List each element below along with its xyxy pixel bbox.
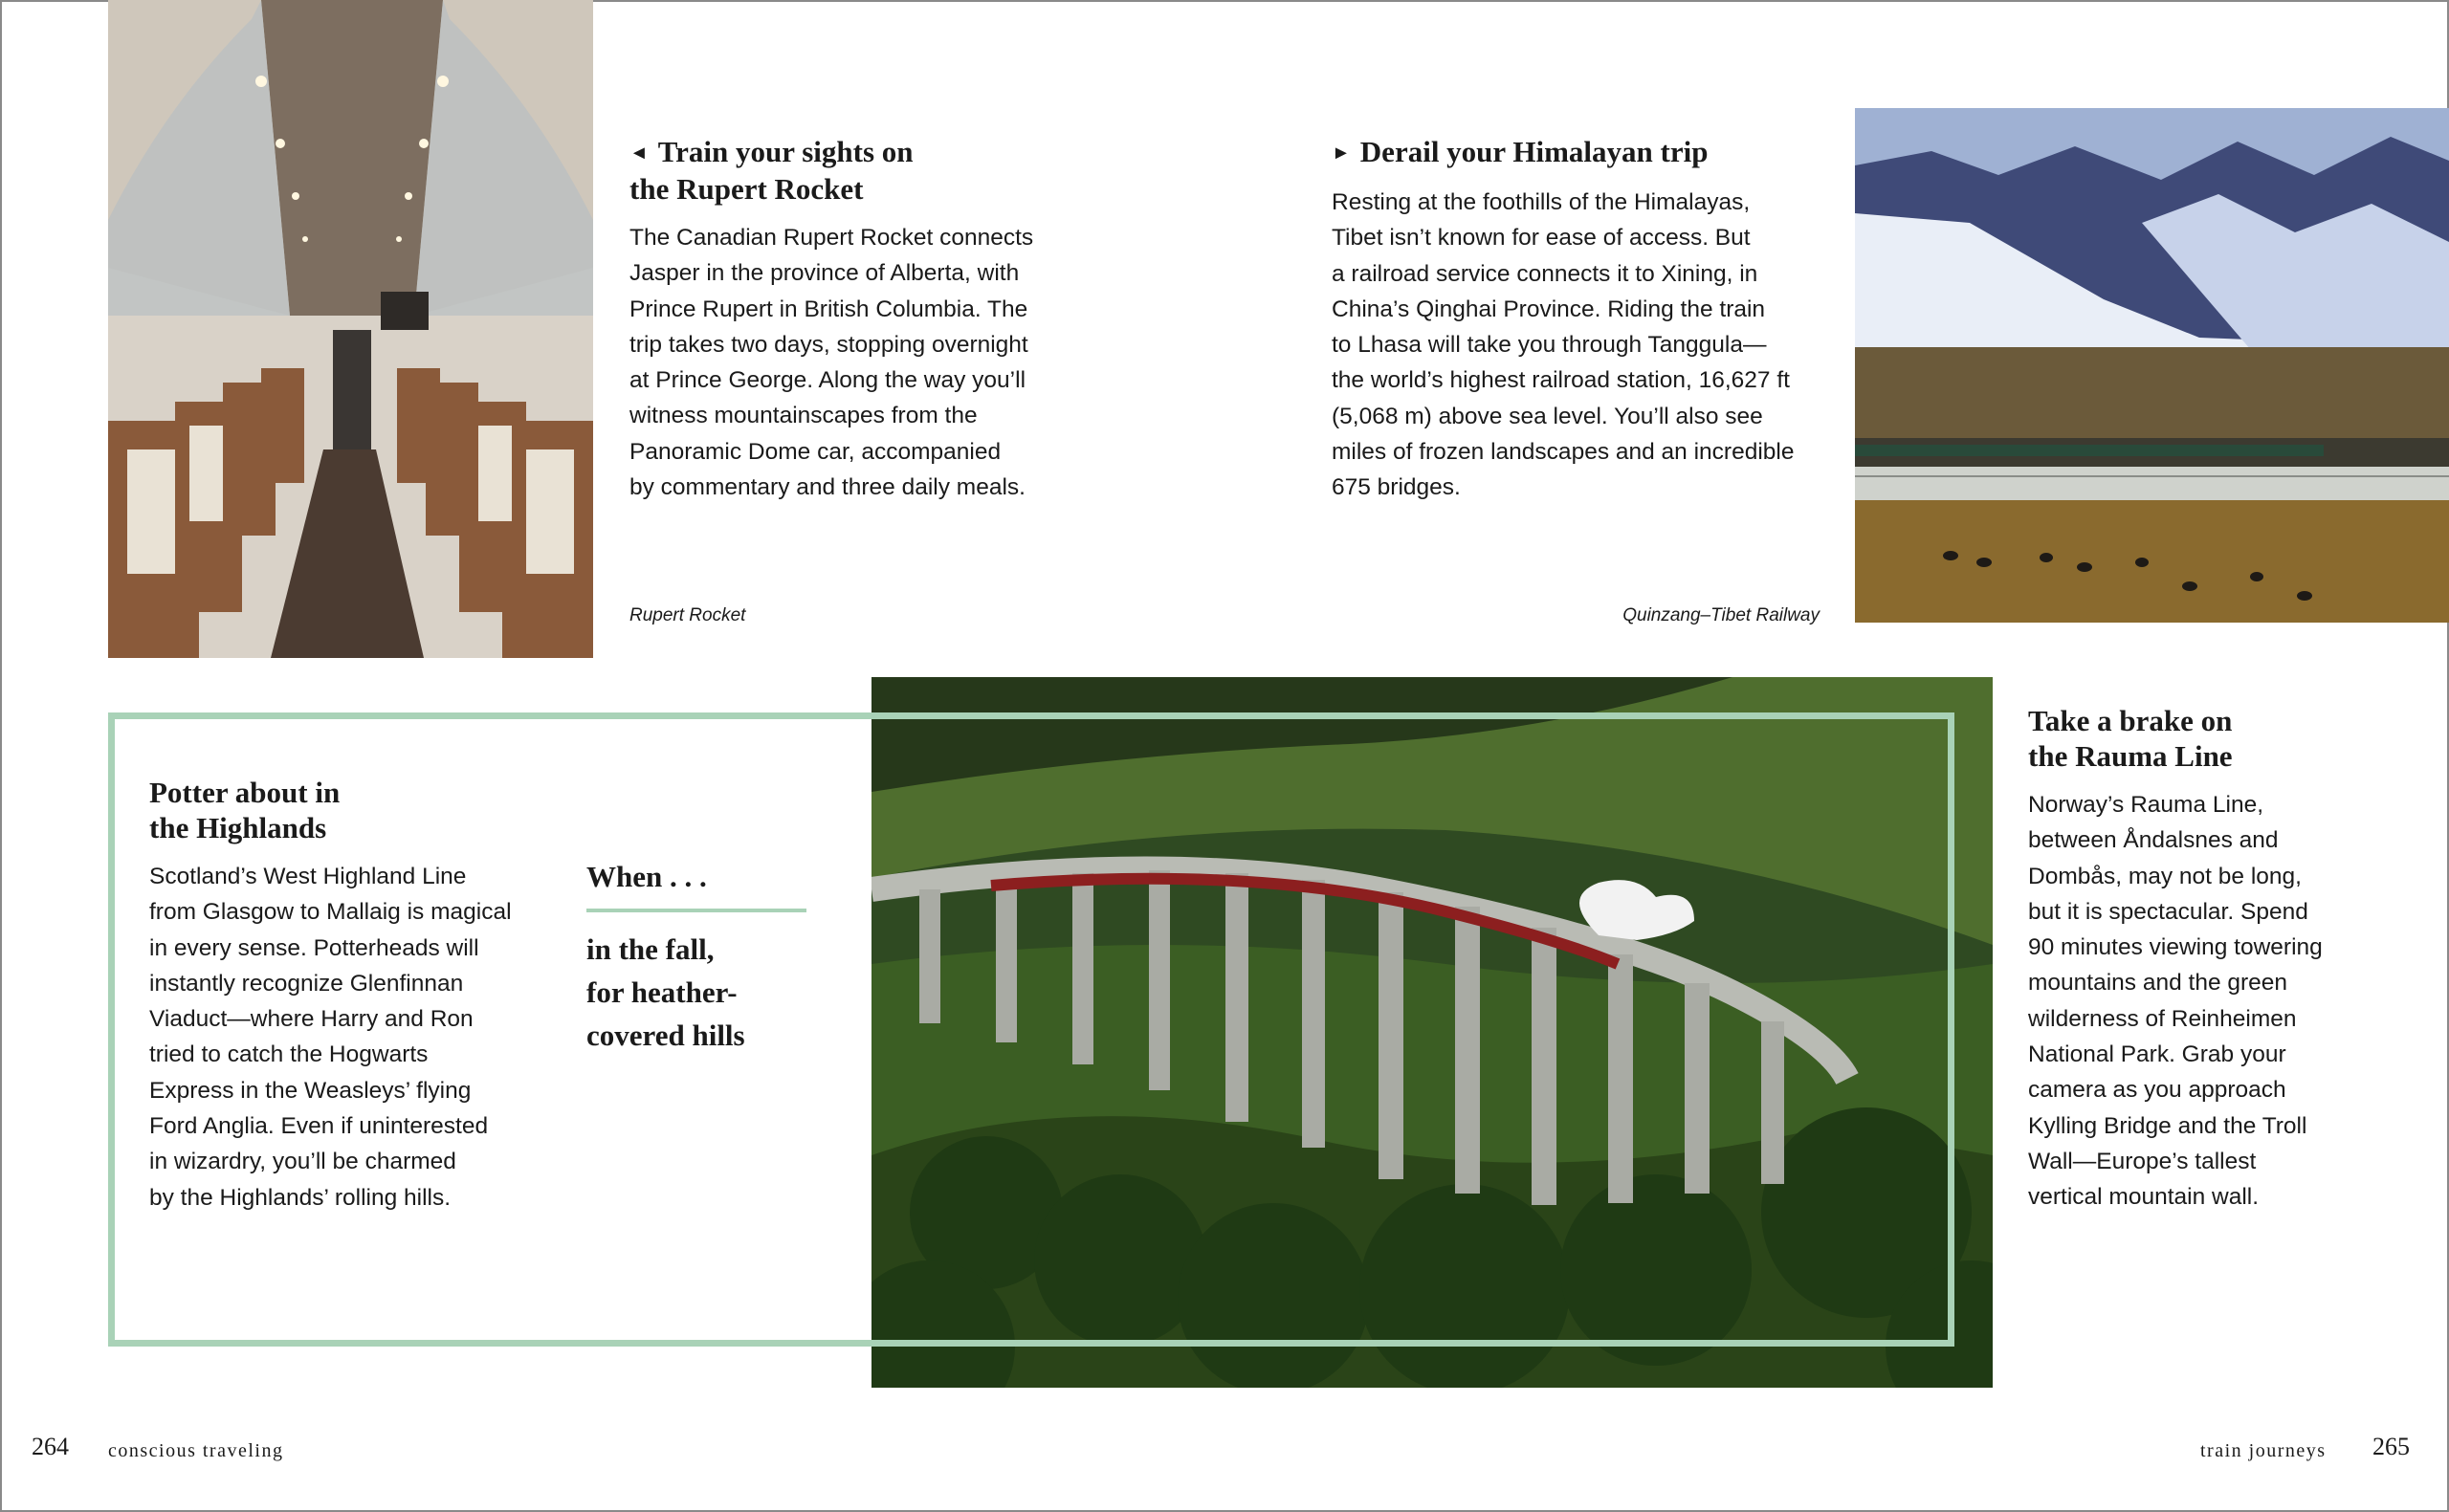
body-line: Express in the Weasleys’ flying [149, 1077, 472, 1104]
body-line: Prince Rupert in British Columbia. The [629, 296, 1028, 322]
page-number-left: 264 [32, 1433, 69, 1460]
rupert-rocket-photo [108, 0, 593, 658]
body-line: wilderness of Reinheimen [2028, 1005, 2297, 1032]
body-line: miles of frozen landscapes and an incredible [1332, 439, 1795, 466]
body-line: from Glasgow to Mallaig is magical [149, 899, 512, 926]
right-pointer-icon: ► [1332, 142, 1351, 164]
page-number-right: 265 [2372, 1433, 2410, 1460]
body-line: Panoramic Dome car, accompanied [629, 438, 1002, 465]
body-line: 90 minutes viewing towering [2028, 934, 2323, 961]
rupert-rocket-section [629, 134, 1079, 505]
rauma-heading-line1: Take a brake on [2028, 704, 2233, 737]
body-line: Dombås, may not be long, [2028, 863, 2302, 889]
body-line: to Lhasa will take you through Tanggula— [1332, 332, 1767, 359]
highlands-heading-line1: Potter about in [149, 776, 341, 809]
body-line: in wizardry, you’ll be charmed [149, 1149, 456, 1175]
body-line: at Prince George. Along the way you’ll [629, 367, 1026, 394]
body-line: Jasper in the province of Alberta, with [629, 260, 1020, 287]
when-line: in the fall, [586, 932, 715, 966]
when-line: for heather- [586, 975, 738, 1009]
body-line: a railroad service connects it to Xining, in [1332, 260, 1758, 287]
rupert-rocket-body [629, 220, 1079, 505]
body-line: Wall—Europe’s tallest [2028, 1148, 2257, 1174]
when-pull-quote [586, 859, 806, 1057]
body-line: Norway’s Rauma Line, [2028, 792, 2264, 818]
body-line: Kylling Bridge and the Troll [2028, 1112, 2307, 1139]
rauma-line-body [2028, 787, 2411, 1216]
when-divider [586, 909, 806, 912]
glenfinnan-viaduct-photo [871, 677, 1993, 1388]
body-line: tried to catch the Hogwarts [149, 1041, 429, 1068]
body-line: Resting at the foothills of the Himalayas, [1332, 189, 1751, 215]
body-line: the world’s highest railroad station, 16,627 ft [1332, 367, 1790, 394]
body-line: camera as you approach [2028, 1077, 2286, 1104]
when-text [586, 928, 806, 1057]
body-line: Scotland’s West Highland Line [149, 864, 467, 889]
body-line: but it is spectacular. Spend [2028, 898, 2308, 925]
rauma-heading-line2: the Rauma Line [2028, 739, 2233, 773]
body-line: Ford Anglia. Even if uninterested [149, 1113, 489, 1140]
highlands-body [149, 859, 551, 1216]
tibet-railway-photo [1855, 108, 2449, 623]
rupert-heading-line1: Train your sights on [657, 135, 914, 168]
body-line: Viaduct—where Harry and Ron [149, 1006, 474, 1033]
tibet-heading-text: Derail your Himalayan trip [1359, 135, 1709, 168]
body-line: instantly recognize Glenfinnan [149, 970, 464, 997]
when-line: covered hills [586, 1019, 745, 1052]
highlands-heading [149, 775, 551, 845]
running-head-left: conscious traveling [108, 1440, 284, 1461]
body-line: trip takes two days, stopping overnight [629, 331, 1028, 358]
himalayan-trip-heading [1332, 134, 1829, 171]
body-line: (5,068 m) above sea level. You’ll also see [1332, 403, 1763, 429]
body-line: by commentary and three daily meals. [629, 474, 1026, 501]
body-line: Tibet isn’t known for ease of access. But [1332, 225, 1751, 252]
body-line: 675 bridges. [1332, 474, 1461, 501]
highlands-section [149, 775, 551, 1216]
body-line: in every sense. Potterheads will [149, 934, 479, 961]
rauma-line-section [2028, 703, 2411, 1216]
body-line: China’s Qinghai Province. Riding the train [1332, 296, 1766, 322]
rupert-rocket-heading [629, 134, 1079, 207]
rupert-heading-line2: the Rupert Rocket [629, 172, 864, 206]
body-line: between Åndalsnes and [2028, 827, 2279, 854]
body-line: mountains and the green [2028, 970, 2288, 997]
running-head-right: train journeys [2200, 1440, 2327, 1461]
body-line: by the Highlands’ rolling hills. [149, 1184, 452, 1211]
himalayan-trip-section [1332, 134, 1829, 506]
tibet-railway-caption: Quinzang–Tibet Railway [1622, 605, 1820, 625]
left-pointer-icon: ◄ [629, 142, 649, 164]
body-line: vertical mountain wall. [2028, 1184, 2260, 1211]
rupert-rocket-caption: Rupert Rocket [629, 605, 746, 625]
rauma-line-heading [2028, 703, 2411, 774]
himalayan-trip-body [1332, 185, 1829, 506]
highlands-heading-line2: the Highlands [149, 811, 327, 844]
body-line: The Canadian Rupert Rocket connects [629, 225, 1034, 251]
body-line: National Park. Grab your [2028, 1041, 2286, 1068]
when-heading: When . . . [586, 860, 707, 893]
body-line: witness mountainscapes from the [629, 403, 978, 429]
